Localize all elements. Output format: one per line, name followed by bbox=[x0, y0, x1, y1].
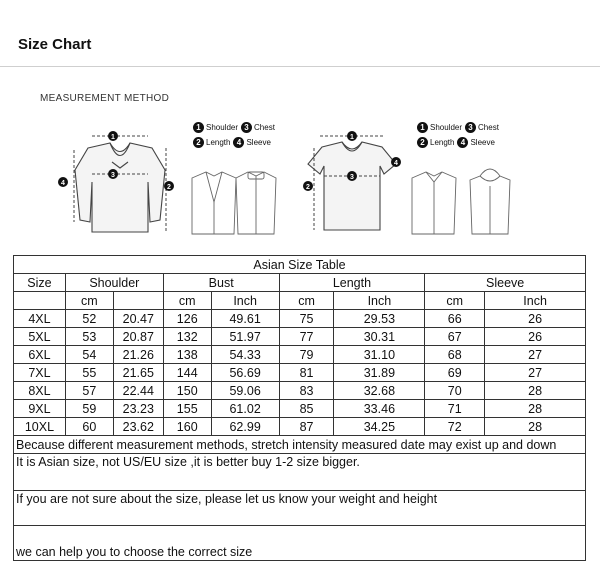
cell: 29.53 bbox=[334, 310, 425, 328]
svg-text:1: 1 bbox=[111, 134, 115, 141]
cell: 54 bbox=[65, 346, 113, 364]
cell: 54.33 bbox=[211, 346, 279, 364]
marker-2-icon: 2 bbox=[193, 137, 204, 148]
legend-sleeve: Sleeve bbox=[470, 138, 495, 147]
cell: 52 bbox=[65, 310, 113, 328]
cell: 49.61 bbox=[211, 310, 279, 328]
note-row bbox=[14, 436, 586, 454]
note-row bbox=[14, 526, 586, 561]
size-table bbox=[13, 255, 586, 561]
cell: 79 bbox=[279, 346, 334, 364]
cell: 27 bbox=[485, 346, 586, 364]
unit-cm: cm bbox=[163, 292, 211, 310]
cell: 21.26 bbox=[113, 346, 163, 364]
unit-cm: cm bbox=[425, 292, 485, 310]
cell: 138 bbox=[163, 346, 211, 364]
cell: 66 bbox=[425, 310, 485, 328]
cell-size: 9XL bbox=[14, 400, 66, 418]
note-asian-size: It is Asian size, not US/EU size ,it is better buy 1-2 size bigger. bbox=[14, 454, 586, 491]
table-header-row bbox=[14, 274, 586, 292]
cell: 71 bbox=[425, 400, 485, 418]
cell: 83 bbox=[279, 382, 334, 400]
page-title: Size Chart bbox=[18, 36, 92, 53]
cell: 28 bbox=[485, 382, 586, 400]
table-row bbox=[14, 346, 586, 364]
unit-blank bbox=[14, 292, 66, 310]
cell: 23.23 bbox=[113, 400, 163, 418]
table-row bbox=[14, 328, 586, 346]
measurement-illustration bbox=[0, 108, 600, 248]
coat-icon bbox=[236, 172, 276, 234]
cell: 59 bbox=[65, 400, 113, 418]
header-sleeve: Sleeve bbox=[425, 274, 586, 292]
unit-inch: Inch bbox=[211, 292, 279, 310]
cell: 68 bbox=[425, 346, 485, 364]
cell: 30.31 bbox=[334, 328, 425, 346]
cell: 20.87 bbox=[113, 328, 163, 346]
cell-size: 10XL bbox=[14, 418, 66, 436]
cell: 144 bbox=[163, 364, 211, 382]
note-row bbox=[14, 454, 586, 491]
legend-longsleeve bbox=[193, 120, 278, 150]
cell: 59.06 bbox=[211, 382, 279, 400]
cell: 132 bbox=[163, 328, 211, 346]
cell: 22.44 bbox=[113, 382, 163, 400]
cell: 28 bbox=[485, 418, 586, 436]
table-row bbox=[14, 364, 586, 382]
table-title-row bbox=[14, 256, 586, 274]
svg-text:4: 4 bbox=[394, 160, 398, 167]
header-size: Size bbox=[14, 274, 66, 292]
note-weight-height: If you are not sure about the size, please let us know your weight and height bbox=[14, 491, 586, 526]
cell: 20.47 bbox=[113, 310, 163, 328]
cell: 160 bbox=[163, 418, 211, 436]
legend-chest: Chest bbox=[254, 123, 275, 132]
cell: 75 bbox=[279, 310, 334, 328]
table-row bbox=[14, 400, 586, 418]
svg-text:3: 3 bbox=[111, 172, 115, 179]
cell: 67 bbox=[425, 328, 485, 346]
svg-text:4: 4 bbox=[61, 180, 65, 187]
cell-size: 7XL bbox=[14, 364, 66, 382]
svg-text:1: 1 bbox=[350, 134, 354, 141]
table-row bbox=[14, 418, 586, 436]
cell: 81 bbox=[279, 364, 334, 382]
svg-text:3: 3 bbox=[350, 174, 354, 181]
cell: 53 bbox=[65, 328, 113, 346]
unit-cm: cm bbox=[65, 292, 113, 310]
cell: 31.10 bbox=[334, 346, 425, 364]
cell: 32.68 bbox=[334, 382, 425, 400]
table-row bbox=[14, 382, 586, 400]
cell: 62.99 bbox=[211, 418, 279, 436]
cell: 23.62 bbox=[113, 418, 163, 436]
legend-tshirt bbox=[417, 120, 502, 150]
cell: 33.46 bbox=[334, 400, 425, 418]
note-measurement: Because different measurement methods, stretch intensity measured date may exist up and down bbox=[14, 436, 586, 454]
unit-inch: Inch bbox=[485, 292, 586, 310]
cell: 26 bbox=[485, 310, 586, 328]
cell: 57 bbox=[65, 382, 113, 400]
svg-text:2: 2 bbox=[306, 184, 310, 191]
cell: 77 bbox=[279, 328, 334, 346]
unit-cm: cm bbox=[279, 292, 334, 310]
table-row bbox=[14, 310, 586, 328]
cell: 126 bbox=[163, 310, 211, 328]
legend-sleeve: Sleeve bbox=[246, 138, 271, 147]
cell: 21.65 bbox=[113, 364, 163, 382]
cell: 72 bbox=[425, 418, 485, 436]
legend-length: Length bbox=[430, 138, 455, 147]
cell: 31.89 bbox=[334, 364, 425, 382]
cell-size: 6XL bbox=[14, 346, 66, 364]
tshirt-icon bbox=[308, 142, 396, 230]
legend-chest: Chest bbox=[478, 123, 499, 132]
cell: 55 bbox=[65, 364, 113, 382]
marker-4-icon: 4 bbox=[457, 137, 468, 148]
legend-shoulder: Shoulder bbox=[206, 123, 239, 132]
svg-text:2: 2 bbox=[167, 184, 171, 191]
legend-shoulder: Shoulder bbox=[430, 123, 463, 132]
marker-2-icon: 2 bbox=[417, 137, 428, 148]
note-help: we can help you to choose the correct size bbox=[14, 526, 586, 561]
cell: 28 bbox=[485, 400, 586, 418]
cell-size: 4XL bbox=[14, 310, 66, 328]
unit-inch: Inch bbox=[334, 292, 425, 310]
marker-1-icon: 1 bbox=[417, 122, 428, 133]
cell: 51.97 bbox=[211, 328, 279, 346]
measurement-method-label: MEASUREMENT METHOD bbox=[40, 93, 170, 104]
cell: 69 bbox=[425, 364, 485, 382]
header-length: Length bbox=[279, 274, 425, 292]
cell: 87 bbox=[279, 418, 334, 436]
cell: 56.69 bbox=[211, 364, 279, 382]
cell-size: 8XL bbox=[14, 382, 66, 400]
header bbox=[0, 0, 600, 67]
hoodie-icon bbox=[470, 169, 510, 234]
cell: 155 bbox=[163, 400, 211, 418]
cell: 26 bbox=[485, 328, 586, 346]
table-unit-row bbox=[14, 292, 586, 310]
cell: 85 bbox=[279, 400, 334, 418]
unit-inch bbox=[113, 292, 163, 310]
suit-jacket-icon bbox=[192, 172, 236, 234]
cell-size: 5XL bbox=[14, 328, 66, 346]
table-title: Asian Size Table bbox=[14, 256, 586, 274]
cell: 150 bbox=[163, 382, 211, 400]
marker-1-icon: 1 bbox=[193, 122, 204, 133]
shirt-icon bbox=[412, 172, 456, 234]
cell: 70 bbox=[425, 382, 485, 400]
header-shoulder: Shoulder bbox=[65, 274, 163, 292]
cell: 61.02 bbox=[211, 400, 279, 418]
marker-4-icon: 4 bbox=[233, 137, 244, 148]
cell: 60 bbox=[65, 418, 113, 436]
longsleeve-shirt-icon bbox=[75, 143, 165, 232]
marker-3-icon: 3 bbox=[465, 122, 476, 133]
header-bust: Bust bbox=[163, 274, 279, 292]
cell: 27 bbox=[485, 364, 586, 382]
legend-length: Length bbox=[206, 138, 231, 147]
note-row bbox=[14, 491, 586, 526]
cell: 34.25 bbox=[334, 418, 425, 436]
marker-3-icon: 3 bbox=[241, 122, 252, 133]
